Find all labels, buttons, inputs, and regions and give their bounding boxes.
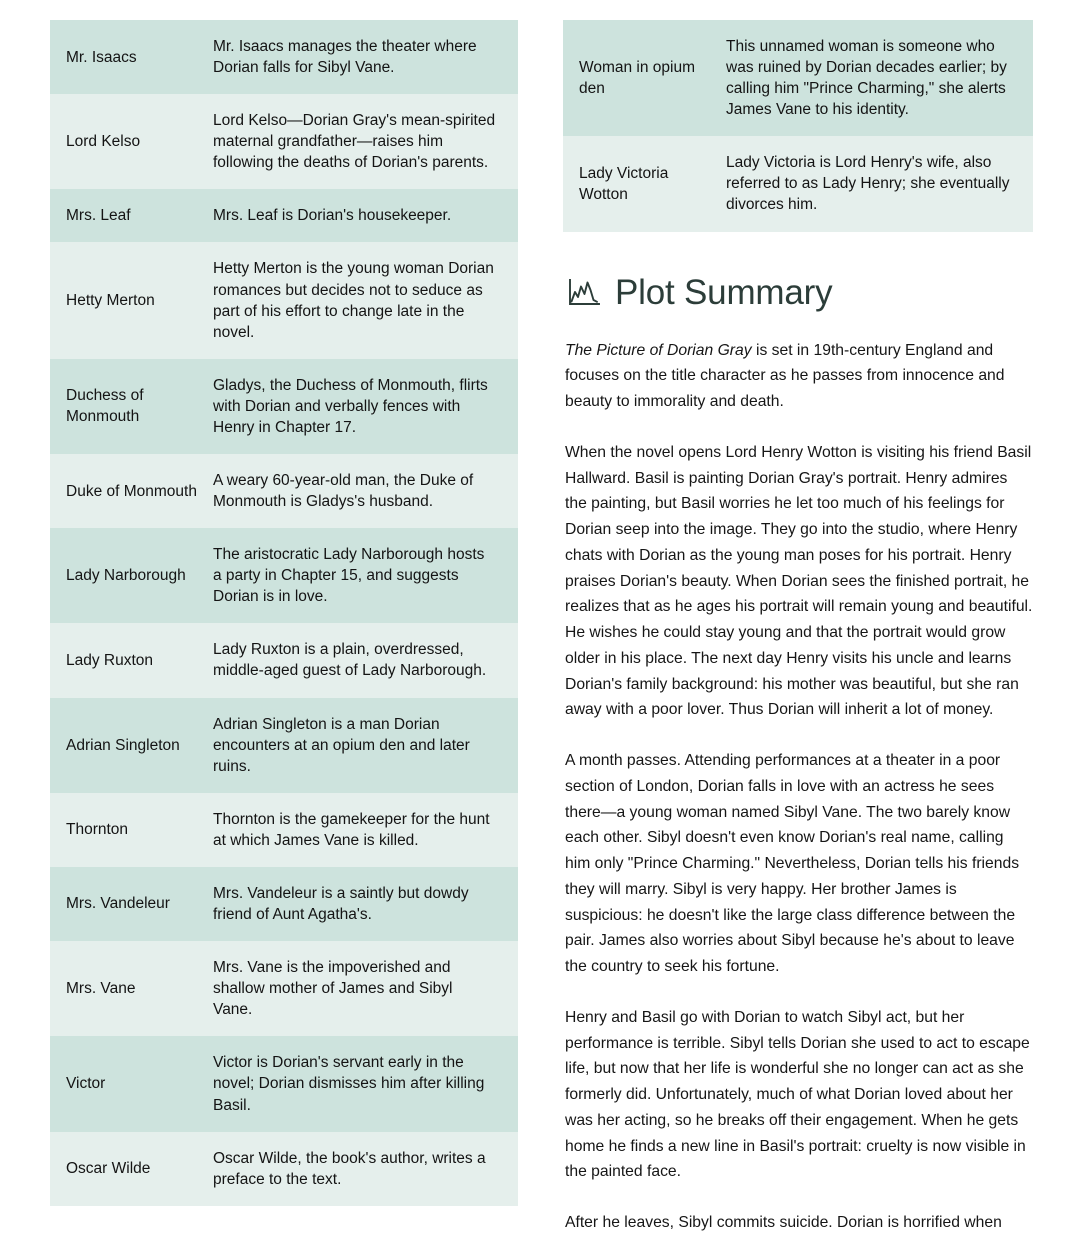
- character-name-cell: Mr. Isaacs: [66, 48, 137, 66]
- table-row: [50, 867, 518, 941]
- character-name-cell: Duchess of Monmouth: [66, 387, 144, 426]
- character-description-cell: Adrian Singleton is a man Dorian encounters at an opium den and later ruins.: [213, 715, 470, 775]
- character-table-right: [563, 20, 1033, 232]
- character-name-cell: Thornton: [66, 821, 129, 839]
- character-name-cell: Victor: [66, 1075, 106, 1093]
- table-row: [50, 359, 518, 454]
- character-description-cell: Thornton is the gamekeeper for the hunt at which James Vane is killed.: [213, 810, 490, 849]
- character-name-cell: Lady Narborough: [66, 567, 186, 585]
- character-description-cell: Oscar Wilde, the book's author, writes a preface to the text.: [213, 1149, 486, 1188]
- character-description-cell: Hetty Merton is the young woman Dorian romances but decides not to seduce as part of his effort to change late in the novel.: [213, 260, 494, 341]
- table-row: [50, 454, 518, 528]
- plot-summary-body: [563, 338, 1033, 1236]
- character-name-cell: Adrian Singleton: [66, 736, 180, 754]
- character-description-cell: Lord Kelso—Dorian Gray's mean-spirited maternal grandfather—raises him following the deaths of Dorian's parents.: [213, 112, 496, 172]
- table-row: [50, 698, 518, 793]
- character-table-left: [50, 20, 518, 1206]
- character-name-cell: Duke of Monmouth: [66, 482, 197, 500]
- character-description-cell: The aristocratic Lady Narborough hosts a party in Chapter 15, and suggests Dorian is in love.: [213, 546, 485, 606]
- table-row: [50, 793, 518, 867]
- table-row: [50, 941, 518, 1036]
- character-name-cell: Lady Ruxton: [66, 651, 154, 669]
- character-description-cell: Mrs. Vane is the impoverished and shallow mother of James and Sibyl Vane.: [213, 959, 453, 1019]
- plot-summary-title: Plot Summary: [615, 273, 833, 313]
- character-table-right-body: [563, 20, 1033, 232]
- character-name-cell: Hetty Merton: [66, 292, 155, 310]
- character-description-cell: Victor is Dorian's servant early in the novel; Dorian dismisses him after killing Basil.: [213, 1054, 485, 1114]
- character-description-cell: Mrs. Leaf is Dorian's housekeeper.: [213, 207, 452, 225]
- left-column: [50, 20, 518, 1226]
- plot-summary-paragraph: A month passes. Attending performances at a theater in a poor section of London, Dorian falls in love with an actress he sees there—a young woman named Sibyl Vane. The two barely know each other. Sibyl doesn't even know Dorian's real name, calling him only "Prince Charming." Nevertheless, Dorian tells his friends they will marry. Sibyl is very happy. Her brother James is suspicious: he doesn't like the large class difference between the pair. James also worries about Sibyl because he's about to leave the country to seek his fortune.: [565, 752, 1020, 976]
- character-name-cell: Lord Kelso: [66, 133, 141, 151]
- table-row: [50, 1036, 518, 1131]
- table-row: [50, 94, 518, 189]
- character-name-cell: Woman in opium den: [579, 59, 696, 98]
- plot-summary-paragraph: After he leaves, Sibyl commits suicide. Dorian is horrified when: [565, 1214, 1002, 1232]
- character-name-cell: Mrs. Vane: [66, 980, 136, 998]
- character-description-cell: Lady Ruxton is a plain, overdressed, middle-aged guest of Lady Narborough.: [213, 641, 487, 680]
- plot-summary-paragraph: When the novel opens Lord Henry Wotton is visiting his friend Basil Hallward. Basil is painting Dorian Gray's portrait. Henry admires the painting, but Basil worries he let too much of his feelings for Dorian seep into the image. They go into the studio, where Henry chats with Dorian as the young man poses for his portrait. Henry praises Dorian's beauty. When Dorian sees the finished portrait, he realizes that as he ages his portrait will remain young and beautiful. He wishes he could stay young and that the portrait would grow older in his place. The next day Henry visits his uncle and learns Dorian's family background: his mother was beautiful, but she ran away with a poor lover. Thus Dorian will inherit a lot of money.: [565, 443, 1033, 719]
- table-row: [50, 189, 518, 242]
- table-row: [50, 1132, 518, 1206]
- table-row: [50, 242, 518, 358]
- character-description-cell: Mrs. Vandeleur is a saintly but dowdy friend of Aunt Agatha's.: [213, 884, 469, 924]
- character-description-cell: This unnamed woman is someone who was ruined by Dorian decades earlier; by calling him "Prince Charming," she alerts James Vane to his identity.: [726, 38, 1007, 119]
- character-table-left-body: [50, 20, 518, 1206]
- plot-summary-paragraph: Henry and Basil go with Dorian to watch Sibyl act, but her performance is terrible. Sibyl tells Dorian she used to act to escape life, but now that her life is wonderful she no longer can act as she formerly did. Unfortunately, much of what Dorian loved about her was her acting, so he breaks off their engagement. When he gets home he finds a new line in Basil's portrait: cruelty is now visible in the painted face.: [565, 1008, 1030, 1181]
- character-description-cell: Lady Victoria is Lord Henry's wife, also referred to as Lady Henry; she eventually divorces him.: [726, 154, 1010, 214]
- plot-summary-heading: [565, 274, 1033, 312]
- table-row: [563, 20, 1033, 136]
- book-title-italic: The Picture of Dorian Gray: [565, 341, 752, 359]
- character-description-cell: Gladys, the Duchess of Monmouth, flirts with Dorian and verbally fences with Henry in Chapter 17.: [213, 376, 488, 436]
- plot-summary-paragraph: The Picture of Dorian Gray is set in 19th-century England and focuses on the title character as he passes from innocence and beauty to immorality and death.: [565, 341, 1005, 411]
- table-row: [50, 528, 518, 623]
- table-row: [50, 623, 518, 697]
- table-row: [563, 136, 1033, 231]
- character-name-cell: Mrs. Leaf: [66, 207, 131, 225]
- character-name-cell: Mrs. Vandeleur: [66, 895, 170, 913]
- table-row: [50, 20, 518, 94]
- character-description-cell: A weary 60-year-old man, the Duke of Monmouth is Gladys's husband.: [213, 472, 474, 511]
- right-column: [563, 20, 1033, 1232]
- character-name-cell: Oscar Wilde: [66, 1160, 151, 1178]
- character-name-cell: Lady Victoria Wotton: [579, 164, 669, 203]
- line-chart-icon: [565, 274, 603, 312]
- character-description-cell: Mr. Isaacs manages the theater where Dorian falls for Sibyl Vane.: [213, 38, 477, 77]
